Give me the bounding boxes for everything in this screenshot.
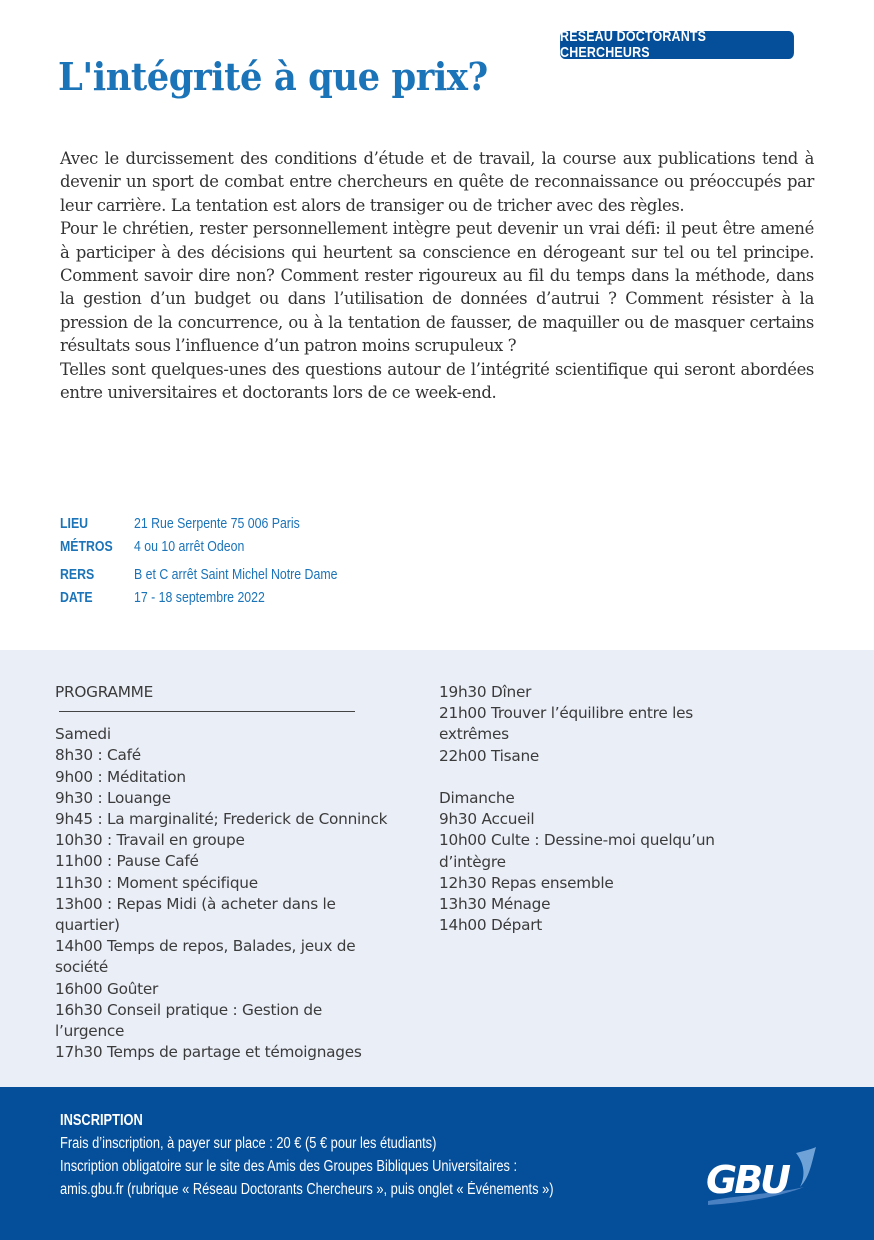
programme-item: 16h00 Goûter (55, 979, 159, 998)
info-label: RERS (60, 566, 95, 583)
programme-item: 9h30 Accueil (439, 810, 535, 829)
programme-section (0, 650, 874, 1087)
programme-item: 16h30 Conseil pratique : Gestion de (55, 1000, 323, 1019)
programme-column-right (439, 682, 759, 936)
registration-info (60, 1109, 648, 1201)
info-value: 4 ou 10 arrêt Odeon (134, 538, 245, 555)
registration-path: (rubrique « Réseau Doctorants Chercheurs », puis onglet « Événements ») (123, 1181, 554, 1198)
website-link[interactable]: amis.gbu.fr (60, 1181, 124, 1198)
info-label: MÉTROS (60, 538, 113, 555)
programme-item: extrêmes (439, 725, 509, 744)
info-row-date (60, 586, 373, 609)
programme-item: 17h30 Temps de partage et témoignages (55, 1043, 362, 1062)
programme-item: 14h00 Temps de repos, Balades, jeux de (55, 937, 356, 956)
intro-paragraph: Avec le durcissement des conditions d’étude et de travail, la course aux publications tend à devenir un sport de combat entre chercheurs en quête de reconnaissance ou préoccupés par leur carrière. La tentation est alors de transiger ou de tricher avec des règles. (60, 149, 814, 215)
programme-item: Dimanche (439, 789, 515, 807)
programme-item: 14h00 Départ (439, 916, 543, 935)
registration-requirement: Inscription obligatoire sur le site des Amis des Groupes Bibliques Universitaires : (60, 1158, 518, 1175)
programme-item: Samedi (55, 725, 111, 744)
programme-item: 8h30 : Café (55, 746, 141, 765)
programme-item: 19h30 Dîner (439, 683, 532, 701)
info-value: 21 Rue Serpente 75 006 Paris (134, 515, 300, 532)
intro-paragraph: Telles sont quelques-unes des questions autour de l’intégrité scientifique qui seront abordées entre universitaires et doctorants lors de ce week-end. (60, 359, 814, 403)
programme-item: 12h30 Repas ensemble (439, 873, 614, 892)
programme-title: PROGRAMME (55, 683, 154, 701)
info-row-rer (60, 563, 373, 586)
registration-title: INSCRIPTION (60, 1112, 143, 1129)
programme-column-left (55, 682, 435, 1063)
programme-item: d’intègre (439, 852, 506, 871)
event-info (60, 512, 373, 609)
info-label: LIEU (60, 515, 89, 532)
info-row-metro (60, 535, 373, 558)
gbu-logo (700, 1147, 820, 1207)
programme-item: 13h30 Ménage (439, 895, 551, 914)
logo-text: GBU (706, 1158, 789, 1202)
programme-item: quartier) (55, 916, 120, 935)
page-title: L'intégrité à que prix? (58, 54, 488, 99)
programme-item: 9h00 : Méditation (55, 767, 186, 786)
programme-list-continued (439, 682, 759, 936)
info-label: DATE (60, 589, 93, 606)
registration-link-line (60, 1178, 554, 1201)
spacer (439, 767, 759, 788)
programme-item: 13h00 : Repas Midi (à acheter dans le (55, 894, 336, 913)
programme-item: 22h00 Tisane (439, 746, 540, 765)
programme-item: l’urgence (55, 1022, 125, 1041)
info-row-location (60, 512, 373, 535)
intro-text (60, 147, 814, 404)
logo-swoosh (796, 1147, 816, 1187)
intro-paragraph: Pour le chrétien, rester personnellement intègre peut devenir un vrai défi: il peut être amené à participer à des décisions qui heurtent sa conscience en dérogeant sur tel ou tel principe. Comment savoir dire non? Comment rester rigoureux au fil du temps dans la méthode, dans la gestion d’un budget ou dans l’utilisation de données d’autrui ? Comment résister à la pression de la concurrence, ou à la tentation de fausser, de maquiller ou de masquer certains résultats sous l’influence d’un patron moins scrupuleux ? (60, 219, 814, 356)
info-value: B et C arrêt Saint Michel Notre Dame (134, 566, 338, 583)
programme-item: 10h00 Culte : Dessine-moi quelqu’un (439, 831, 715, 850)
registration-footer (0, 1087, 874, 1240)
divider (59, 711, 355, 712)
programme-item: 9h30 : Louange (55, 788, 171, 807)
programme-item: société (55, 958, 109, 977)
programme-item: 11h30 : Moment spécifique (55, 873, 258, 892)
programme-item: 10h30 : Travail en groupe (55, 831, 245, 850)
programme-item: 11h00 : Pause Café (55, 852, 199, 871)
programme-item: 9h45 : La marginalité; Frederick de Conninck (55, 810, 388, 829)
network-badge: RÉSEAU DOCTORANTS CHERCHEURS (560, 31, 794, 59)
registration-fee: Frais d’inscription, à payer sur place : 20 € (5 € pour les étudiants) (60, 1135, 437, 1152)
programme-list-saturday (55, 724, 435, 1063)
programme-item: 21h00 Trouver l’équilibre entre les (439, 704, 694, 723)
info-value: 17 - 18 septembre 2022 (134, 589, 265, 606)
